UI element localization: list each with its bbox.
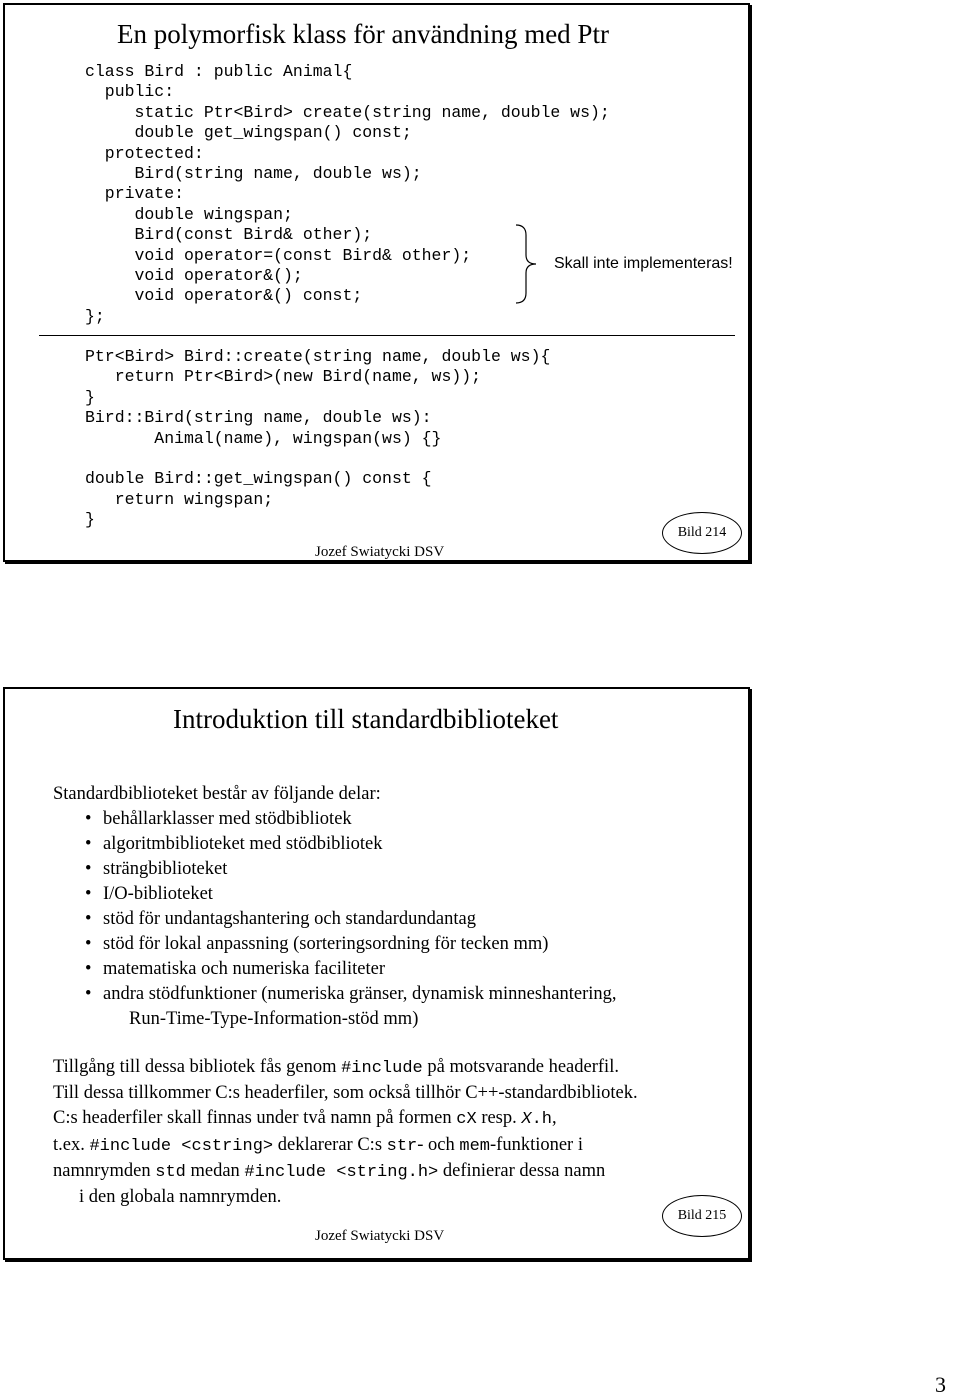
paragraph-line-1: Tillgång till dessa bibliotek fås genom #include på motsvarande headerfil. <box>53 1057 619 1078</box>
slide-footer: Jozef Swiatycki DSV <box>315 1228 445 1244</box>
slide-title: En polymorfisk klass för användning med Ptr <box>117 19 609 49</box>
paragraph-line-4: t.ex. #include <cstring> deklarerar C:s str- och mem-funktioner i <box>53 1134 583 1156</box>
component-list <box>85 807 617 1032</box>
list-item: • I/O-biblioteket <box>85 882 617 907</box>
slide-number-badge: Bild 215 <box>662 1195 742 1237</box>
header-paragraph <box>53 1055 638 1210</box>
code-include: #include <box>341 1059 423 1078</box>
code-implementation: Ptr<Bird> Bird::create(string name, double ws){ return Ptr<Bird>(new Bird(name, ws)); } Bird::Bird(string name, double ws): Animal(name), wingspan(ws) {} double Bird::get_wingspan() const { return wingspan; } <box>85 347 551 530</box>
code-class-declaration: class Bird : public Animal{ public: static Ptr<Bird> create(string name, double ws); double get_wingspan() const; protected: Bird(string name, double ws); private: double wingspan; Bird(const Bird& other); void operator=(const Bird& other); void operator&(); void operator&() const; }; <box>85 62 610 326</box>
slide-214 <box>3 3 750 562</box>
list-item: • behållarklasser med stödbibliotek <box>85 807 617 832</box>
slide-number-badge: Bild 214 <box>662 512 742 554</box>
list-item-continuation: Run-Time-Type-Information-stöd mm) <box>129 1009 419 1029</box>
list-item: • algoritmbiblioteket med stödbibliotek <box>85 832 617 857</box>
paragraph-line-3: C:s headerfiler skall finnas under två namn på formen cX resp. X.h, <box>53 1108 557 1130</box>
list-item: • matematiska och numeriska faciliteter <box>85 957 617 982</box>
list-item: • andra stödfunktioner (numeriska gränser, dynamisk minneshantering, <box>85 982 617 1007</box>
page-number: 3 <box>935 1372 946 1397</box>
intro-text: Standardbiblioteket består av följande delar: <box>53 784 381 804</box>
divider <box>39 335 735 336</box>
paragraph-line-2: Till dessa tillkommer C:s headerfiler, som också tillhör C++-standardbibliotek. <box>53 1083 638 1104</box>
list-item: • stöd för undantagshantering och standardundantag <box>85 907 617 932</box>
list-item: • stöd för lokal anpassning (sorteringsordning för tecken mm) <box>85 932 617 957</box>
paragraph-line-6: i den globala namnrymden. <box>79 1187 282 1208</box>
not-implemented-note: Skall inte implementeras! <box>554 255 733 272</box>
right-brace-icon <box>514 223 540 305</box>
slide-footer: Jozef Swiatycki DSV <box>315 544 445 560</box>
slide-title: Introduktion till standardbiblioteket <box>173 704 559 734</box>
slide-215 <box>3 687 750 1260</box>
paragraph-line-5: namnrymden std medan #include <string.h> definierar dessa namn <box>53 1160 606 1182</box>
list-item: • strängbiblioteket <box>85 857 617 882</box>
